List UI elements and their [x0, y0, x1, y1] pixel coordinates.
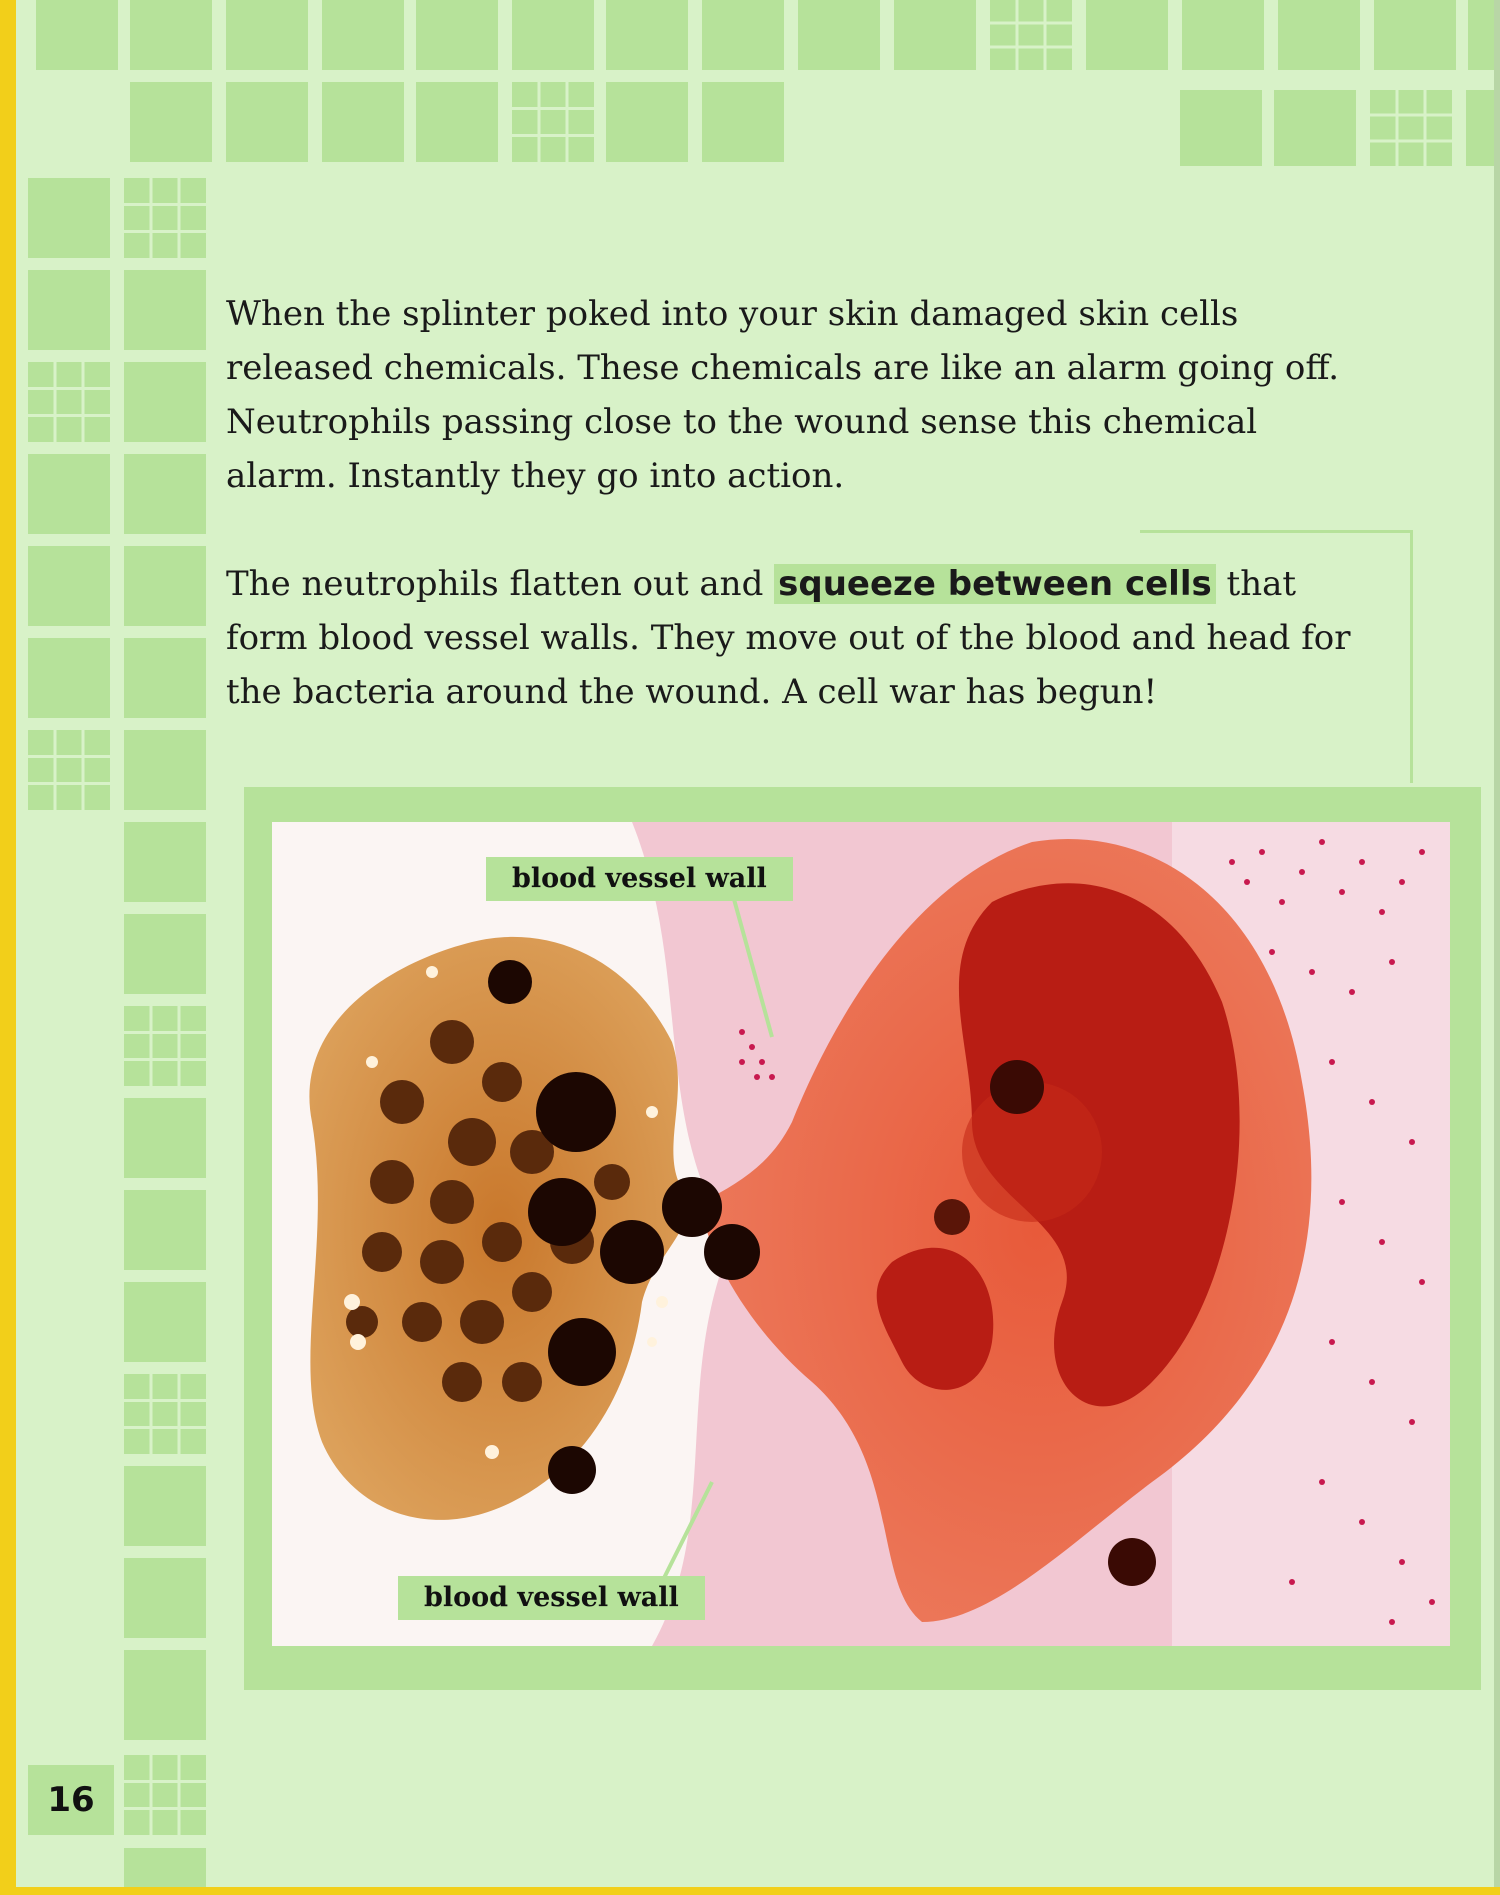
highlighted-term: squeeze between cells [774, 564, 1216, 604]
page-bottom-edge [0, 1887, 1500, 1895]
page-left-edge [0, 0, 16, 1895]
body-paragraph-2 [226, 557, 1376, 719]
callout-label-bottom: blood vessel wall [398, 1576, 705, 1620]
page-right-edge [1494, 0, 1500, 1895]
micrograph-photo [272, 822, 1450, 1646]
callout-label-top: blood vessel wall [486, 857, 793, 901]
paragraph-2-end: that form blood vessel walls. They move out of the blood and head for the bacteria around the wound. A cell war has begun! [226, 564, 1351, 712]
micrograph-illustration [272, 822, 1450, 1646]
body-paragraph-1: When the splinter poked into your skin damaged skin cells released chemicals. These chemicals are like an alarm going off. Neutrophils passing close to the wound sense this chemical alarm. Instantly they go into action. [226, 294, 1340, 496]
paragraph-2-start: The neutrophils flatten out and [226, 564, 775, 604]
page-number: 16 [28, 1765, 114, 1835]
